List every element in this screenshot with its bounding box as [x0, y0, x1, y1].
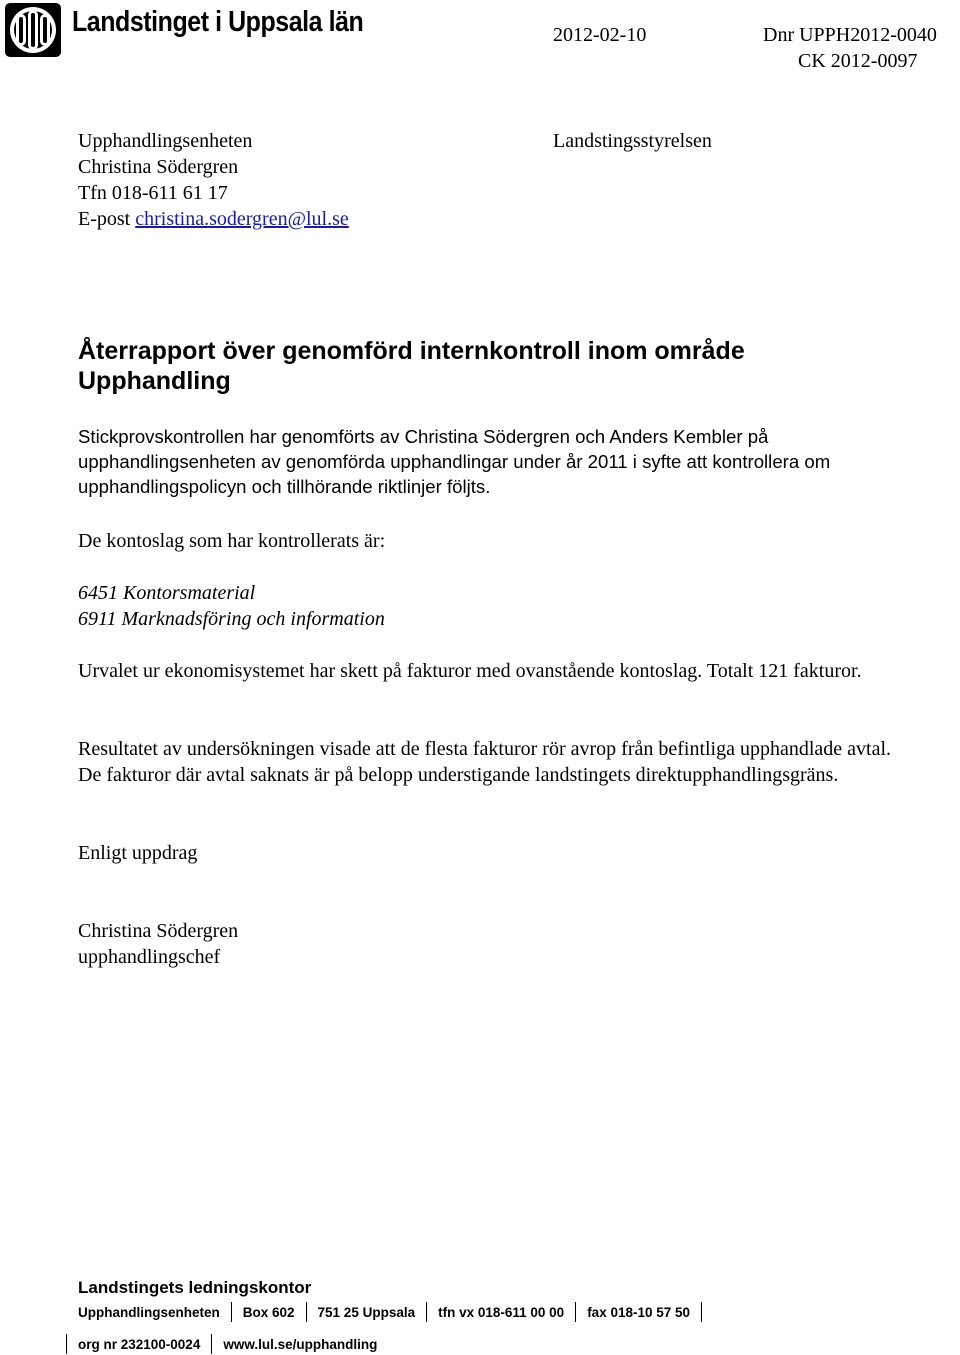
- paragraph-4: Resultatet av undersökningen visade att de flesta fakturor rör avrop från befintliga upphandlade avtal. De fakturor där avtal saknats är på belopp understigande landstingets direktupphandlingsgräns.: [78, 738, 892, 786]
- sender-unit: Upphandlingsenheten: [78, 130, 253, 152]
- sender-email-link[interactable]: christina.sodergren@lul.se: [135, 208, 349, 230]
- footer-divider: [575, 1302, 576, 1322]
- footer-row-1: [78, 1302, 713, 1322]
- footer-divider: [306, 1302, 307, 1322]
- title-line-1: Återrapport över genomförd internkontroll inom område: [78, 337, 745, 365]
- footer-postal: 751 25 Uppsala: [317, 1304, 416, 1320]
- paragraph-2: De kontoslag som har kontrollerats är:: [78, 530, 386, 552]
- sender-name: Christina Södergren: [78, 156, 239, 178]
- document-ck: CK 2012-0097: [798, 50, 918, 72]
- sender-block: [78, 128, 349, 232]
- sender-email-row: [78, 206, 349, 232]
- footer-divider: [231, 1302, 232, 1322]
- footer-divider: [426, 1302, 427, 1322]
- footer-unit: Upphandlingsenheten: [78, 1304, 220, 1320]
- footer-row-2: [66, 1334, 377, 1354]
- paragraph-3: Urvalet ur ekonomisystemet har skett på fakturor med ovanstående kontoslag. Totalt 121 fakturor.: [78, 660, 862, 682]
- footer-phone: tfn vx 018-611 00 00: [438, 1304, 565, 1320]
- signature-block: [78, 918, 898, 970]
- document-dnr: Dnr UPPH2012-0040: [763, 24, 937, 46]
- account-item: 6911 Marknadsföring och information: [78, 608, 385, 630]
- document-title: [78, 336, 898, 396]
- document-date: 2012-02-10: [553, 24, 647, 46]
- closing-phrase: Enligt uppdrag: [78, 842, 198, 864]
- organization-name: Landstinget i Uppsala län: [72, 6, 364, 38]
- footer-divider: [66, 1334, 67, 1354]
- footer-box: Box 602: [242, 1304, 295, 1320]
- footer-orgnr: org nr 232100-0024: [78, 1336, 201, 1352]
- footer-divider: [701, 1302, 702, 1322]
- footer-fax: fax 018-10 57 50: [587, 1304, 691, 1320]
- signature-title: upphandlingschef: [78, 946, 221, 968]
- paragraph-1: Stickprovskontrollen har genomförts av Christina Södergren och Anders Kembler på upphandlingsenheten av genomförda upphandlingar under år 2011 i syfte att kontrollera om upphandlingspolicyn och tillhörande riktlinjer följts.: [78, 426, 831, 497]
- sender-phone: Tfn 018-611 61 17: [78, 182, 228, 204]
- footer-website[interactable]: www.lul.se/upphandling: [223, 1336, 378, 1352]
- sender-email-label: E-post: [78, 208, 136, 230]
- footer-divider: [211, 1334, 212, 1354]
- account-item: 6451 Kontorsmaterial: [78, 582, 256, 604]
- account-list: [78, 580, 898, 632]
- signature-name: Christina Södergren: [78, 920, 239, 942]
- footer-title: Landstingets ledningskontor: [78, 1278, 312, 1297]
- lul-logo-icon: [4, 2, 62, 58]
- title-line-2: Upphandling: [78, 367, 231, 395]
- recipient: Landstingsstyrelsen: [553, 130, 712, 152]
